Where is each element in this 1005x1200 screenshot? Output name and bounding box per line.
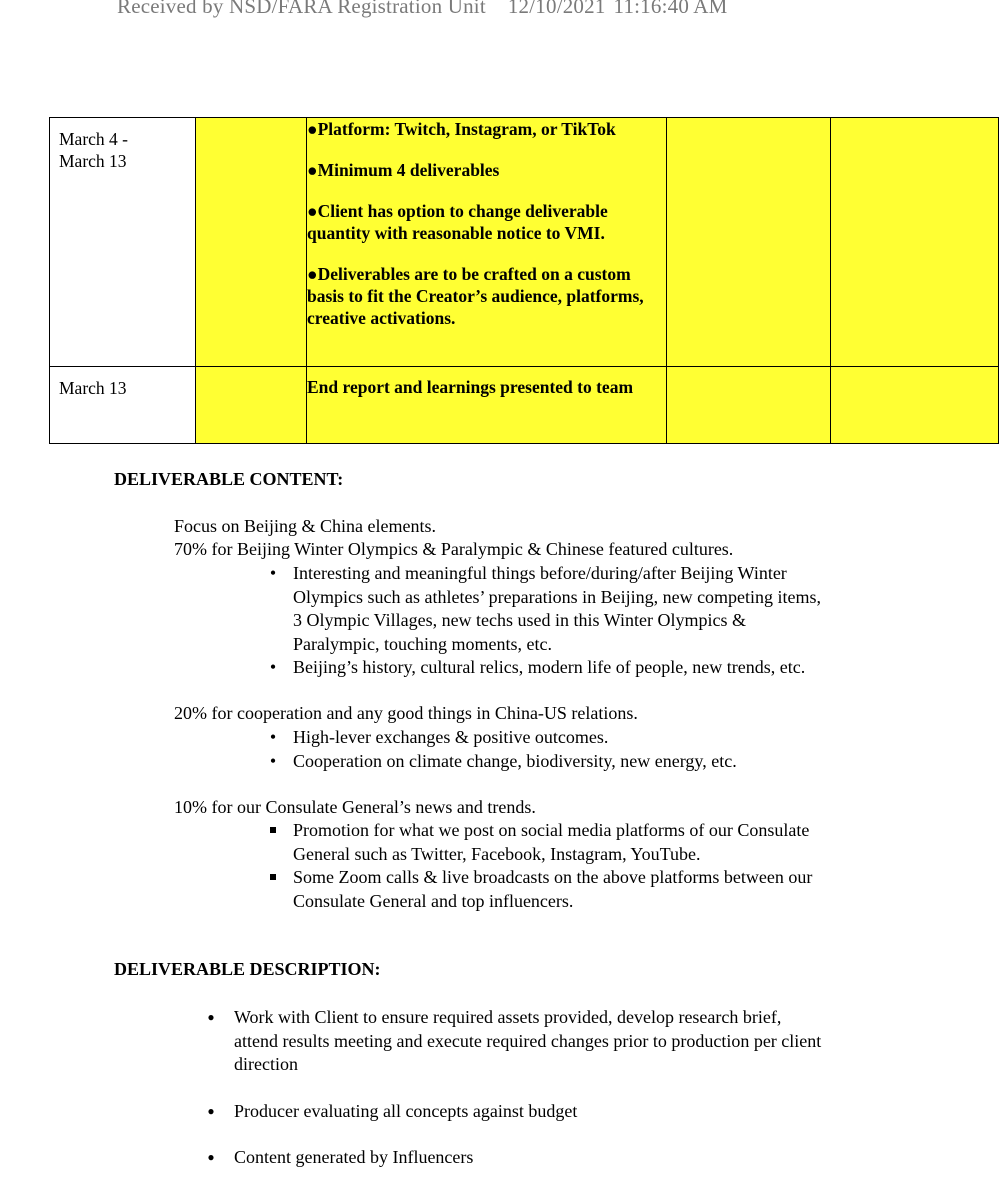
task-item: ●Platform: Twitch, Instagram, or TikTok	[307, 119, 616, 139]
section-70-list	[263, 562, 903, 680]
section-10-title: 10% for our Consulate General’s news and trends.	[174, 797, 536, 817]
list-item	[204, 1006, 904, 1077]
section-20-title: 20% for cooperation and any good things in China-US relations.	[174, 703, 638, 723]
list-item	[263, 726, 903, 750]
list-item-line: attend results meeting and execute required changes prior to production per client	[234, 1030, 822, 1051]
list-item-line: Cooperation on climate change, biodiversity, new energy, etc.	[293, 750, 737, 771]
list-item-line: Paralympic, touching moments, etc.	[293, 633, 552, 654]
bullet-icon	[204, 1100, 218, 1126]
empty-highlight-cell	[667, 118, 831, 367]
list-item-line: Consulate General and top influencers.	[293, 890, 574, 911]
empty-highlight-cell	[196, 118, 307, 367]
list-item	[263, 562, 903, 656]
table-row	[50, 367, 999, 444]
list-item-line: General such as Twitter, Facebook, Instagram, YouTube.	[293, 843, 701, 864]
date-cell	[50, 367, 196, 444]
list-item-line: Some Zoom calls & live broadcasts on the above platforms between our	[293, 867, 813, 887]
list-item	[263, 656, 903, 680]
empty-highlight-cell	[831, 118, 999, 367]
bullet-icon	[204, 1006, 218, 1032]
deliverable-description-list	[204, 1006, 904, 1193]
list-item-line: High-lever exchanges & positive outcomes.	[293, 727, 609, 747]
bullet-icon	[263, 562, 283, 586]
list-item	[263, 866, 903, 913]
list-item-line: 3 Olympic Villages, new techs used in this Winter Olympics &	[293, 610, 746, 630]
list-item-line: Olympics such as athletes’ preparations in Beijing, new competing items,	[293, 586, 822, 607]
task-item: End report and learnings presented to team	[307, 377, 634, 397]
date-cell	[50, 118, 196, 367]
deliverable-content-heading: DELIVERABLE CONTENT:	[114, 469, 344, 489]
date-line: March 4 -	[59, 129, 129, 149]
task-item: ●Minimum 4 deliverables	[307, 160, 500, 180]
empty-highlight-cell	[831, 367, 999, 444]
list-item-line: Producer evaluating all concepts against budget	[234, 1100, 578, 1121]
content-intro: Focus on Beijing & China elements.	[174, 516, 436, 536]
list-item	[204, 1100, 904, 1124]
list-item-line: direction	[234, 1054, 298, 1074]
section-70-title: 70% for Beijing Winter Olympics & Paralympic & Chinese featured cultures.	[174, 539, 734, 559]
stamp-time: 11:16:40 AM	[613, 0, 728, 18]
empty-highlight-cell	[196, 367, 307, 444]
list-item-line: Work with Client to ensure required assets provided, develop research brief,	[234, 1007, 782, 1027]
stamp-date: 12/10/2021	[507, 0, 606, 18]
list-item-line: Promotion for what we post on social media platforms of our Consulate	[293, 820, 810, 840]
bullet-icon	[263, 656, 283, 680]
schedule-table	[49, 117, 999, 444]
section-20-list	[263, 726, 903, 773]
square-bullet-icon	[263, 819, 283, 843]
list-item-line: Content generated by Influencers	[234, 1147, 474, 1167]
empty-highlight-cell	[667, 367, 831, 444]
date-line: March 13	[59, 151, 127, 171]
list-item	[263, 750, 903, 774]
task-item: ●Client has option to change deliverable quantity with reasonable notice to VMI.	[307, 201, 608, 243]
list-item	[204, 1146, 904, 1170]
square-bullet-icon	[263, 866, 283, 890]
list-item-line: Beijing’s history, cultural relics, modern life of people, new trends, etc.	[293, 657, 806, 677]
fara-received-stamp	[117, 0, 728, 19]
task-cell	[307, 367, 667, 444]
bullet-icon	[263, 750, 283, 774]
bullet-icon	[204, 1146, 218, 1172]
date-line: March 13	[59, 378, 127, 398]
task-item: ●Deliverables are to be crafted on a custom basis to fit the Creator’s audience, platforms, creative activations.	[307, 264, 644, 328]
stamp-received-by: Received by NSD/FARA Registration Unit	[117, 0, 486, 18]
task-cell	[307, 118, 667, 367]
section-10-list	[263, 819, 903, 913]
deliverable-description-heading: DELIVERABLE DESCRIPTION:	[114, 959, 381, 979]
table-row	[50, 118, 999, 367]
list-item	[263, 819, 903, 866]
bullet-icon	[263, 726, 283, 750]
list-item-line: Interesting and meaningful things before/during/after Beijing Winter	[293, 563, 787, 583]
